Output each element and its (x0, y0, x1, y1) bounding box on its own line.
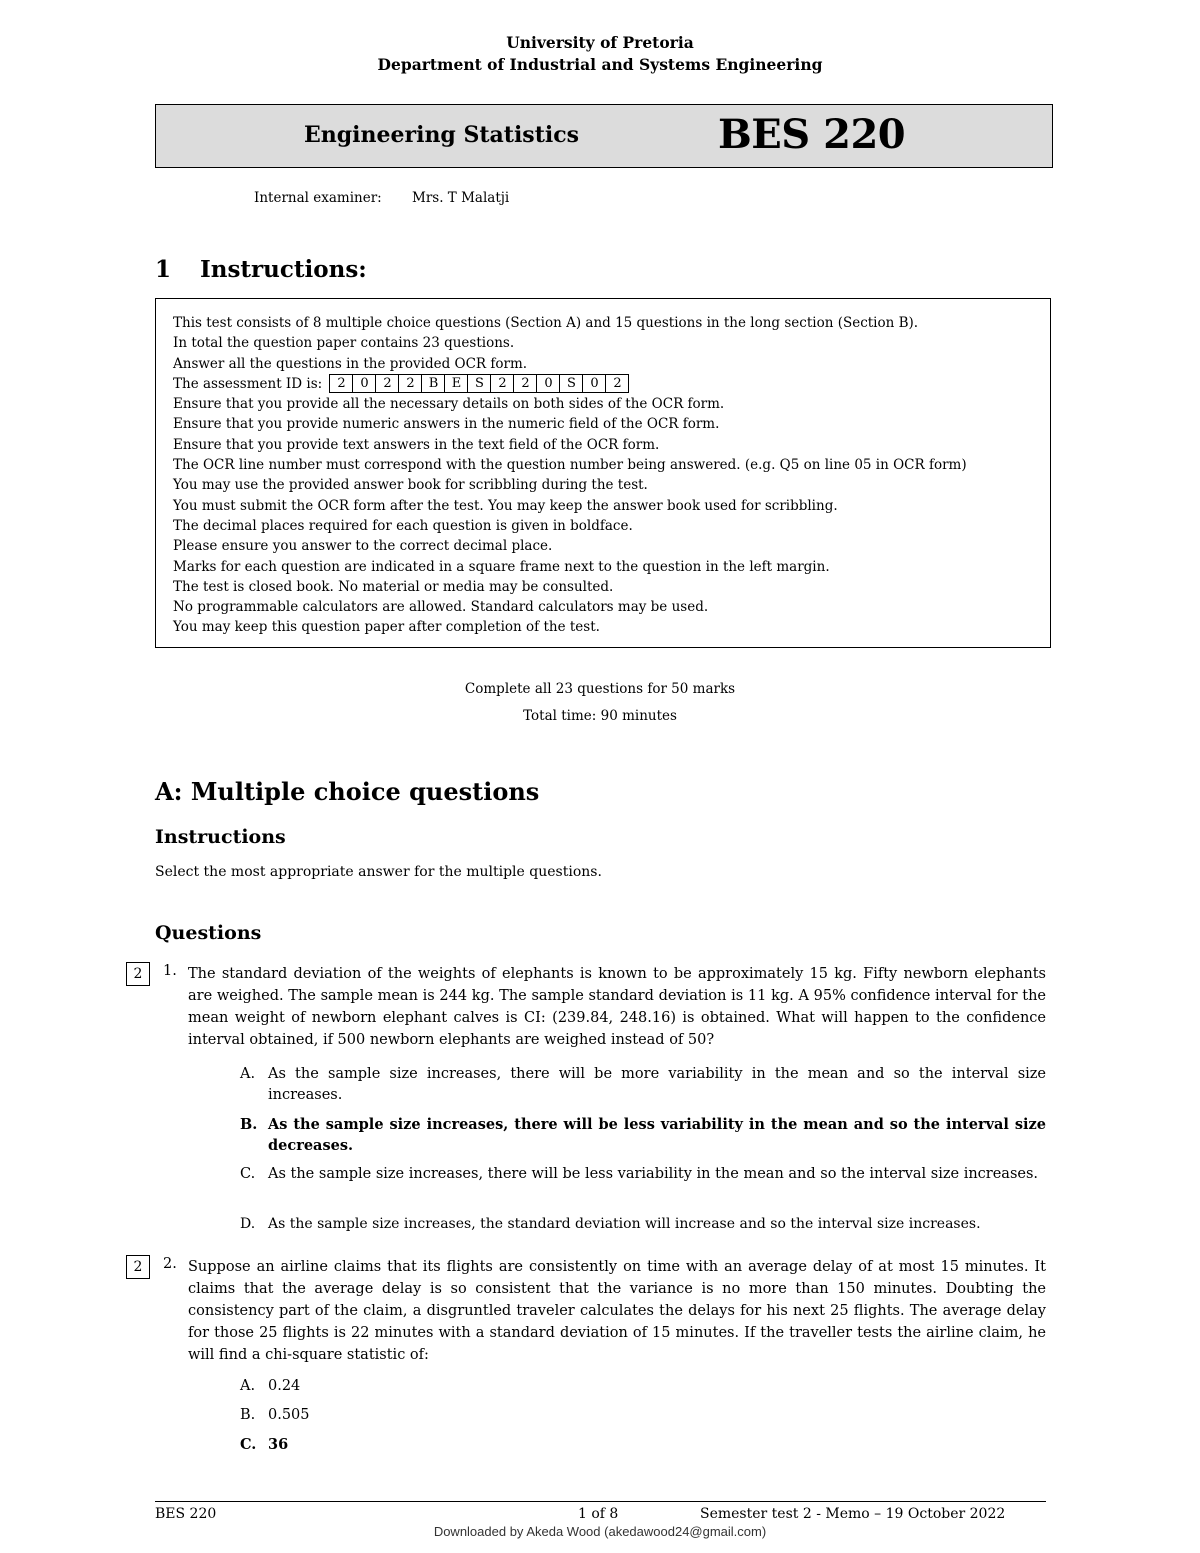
instructions-text: Select the most appropriate answer for the multiple questions. (155, 864, 602, 880)
university-name: University of Pretoria (506, 33, 694, 52)
assessment-id-cell: E (444, 374, 468, 393)
instruction-line: You may keep this question paper after completion of the test. (173, 619, 600, 636)
assessment-id-cell: B (421, 374, 445, 393)
answer-option (240, 1214, 1046, 1235)
course-code: BES 220 (718, 111, 906, 158)
instructions-heading: Instructions (155, 826, 286, 848)
answer-option (240, 1164, 1046, 1185)
question-text: The standard deviation of the weights of elephants is known to be approximately 15 kg. Fifty newborn elephants are weighed. The sample mean is 244 kg. The sample standard deviation is 11 kg. A 95% confidence interval for the mean weight of newborn elephant calves is CI: (239.84, 248.16) is obtained. What will happen to the confidence interval obtained, if 500 newborn elephants are weighed instead of 50? (188, 966, 1046, 1048)
answer-option-correct (240, 1114, 1046, 1156)
assessment-id-cell: 2 (375, 374, 399, 393)
total-time-line: Total time: 90 minutes (523, 708, 677, 724)
instruction-line: You must submit the OCR form after the test. You may keep the answer book used for scribbling. (173, 497, 838, 514)
option-letter: B. (240, 1116, 258, 1133)
answer-option (240, 1376, 1046, 1397)
option-letter: B. (240, 1407, 256, 1423)
option-text: 36 (268, 1436, 289, 1453)
instruction-line: This test consists of 8 multiple choice questions (Section A) and 15 questions in the long section (Section B). (173, 315, 919, 331)
option-text: As the sample size increases, there will be less variability in the mean and so the interval size increases. (268, 1166, 1039, 1182)
section-title: Instructions: (200, 256, 367, 283)
answer-option (240, 1405, 1046, 1426)
assessment-id-cells (330, 374, 629, 393)
instruction-line: The decimal places required for each question is given in boldface. (173, 517, 633, 534)
footer-rule (155, 1501, 1046, 1502)
assessment-id-cell: 0 (352, 374, 376, 393)
section-number: 1 (155, 256, 172, 283)
question-text: Suppose an airline claims that its flights are consistently on time with an average delay of at most 15 minutes. It claims that the average delay is so consistent that the variance is no more than 150 minutes. Doubting the consistency part of the claim, a disgruntled traveler calculates the delays for his next 25 flights. The average delay for those 25 flights is 22 minutes with a standard deviation of 15 minutes. If the traveller tests the airline claim, he will find a chi-square statistic of: (188, 1259, 1046, 1363)
instruction-line: Ensure that you provide text answers in the text field of the OCR form. (173, 436, 660, 453)
complete-line: Complete all 23 questions for 50 marks (464, 681, 736, 697)
instruction-line: Please ensure you answer to the correct decimal place. (173, 538, 553, 555)
examiner-line (254, 190, 509, 206)
footer-test-info: Semester test 2 - Memo – 19 October 2022 (700, 1506, 1006, 1522)
examiner-name: Mrs. T Malatji (412, 190, 510, 206)
instruction-line: You may use the provided answer book for scribbling during the test. (173, 477, 648, 494)
instruction-line: The OCR line number must correspond with the question number being answered. (e.g. Q5 on line 05 in OCR form) (173, 457, 967, 474)
option-text: As the sample size increases, there will be more variability in the mean and so the interval size increases. (268, 1066, 1046, 1103)
assessment-id-line (173, 374, 1050, 394)
instruction-line: Ensure that you provide numeric answers in the numeric field of the OCR form. (173, 416, 720, 433)
option-letter: A. (240, 1378, 256, 1394)
download-watermark: Downloaded by Akeda Wood (akedawood24@gmail.com) (433, 1524, 767, 1539)
assessment-id-cell: 0 (536, 374, 560, 393)
assessment-id-cell: S (559, 374, 583, 393)
option-text: 0.24 (268, 1378, 301, 1394)
assessment-id-cell: 2 (513, 374, 537, 393)
course-title-box (155, 104, 1053, 168)
section-a-title: A: Multiple choice questions (155, 777, 540, 806)
option-letter: C. (240, 1166, 256, 1182)
question-marks-box: 2 (126, 1255, 150, 1279)
option-text: As the sample size increases, the standard deviation will increase and so the interval size increases. (268, 1216, 981, 1232)
department-name: Department of Industrial and Systems Engineering (377, 55, 823, 74)
assessment-id-cell: 2 (398, 374, 422, 393)
instruction-line: Marks for each question are indicated in a square frame next to the question in the left margin. (173, 558, 830, 575)
option-letter: D. (240, 1216, 256, 1232)
option-letter: C. (240, 1436, 257, 1453)
assessment-id-cell: 2 (605, 374, 629, 393)
examiner-label: Internal examiner: (254, 190, 382, 206)
assessment-id-cell: 2 (490, 374, 514, 393)
completion-info (0, 676, 1200, 730)
instruction-line: No programmable calculators are allowed. Standard calculators may be used. (173, 599, 709, 616)
assessment-id-cell: 0 (582, 374, 606, 393)
university-header (0, 32, 1200, 76)
assessment-id-cell: S (467, 374, 491, 393)
answer-option (240, 1064, 1046, 1106)
question-marks-box: 2 (126, 962, 150, 986)
assessment-id-cell: 2 (329, 374, 353, 393)
instruction-line: In total the question paper contains 23 questions. (173, 335, 515, 352)
footer-course-code: BES 220 (155, 1506, 217, 1522)
assessment-id-label: The assessment ID is: (173, 375, 323, 392)
questions-heading: Questions (155, 922, 262, 944)
instruction-line: Ensure that you provide all the necessary details on both sides of the OCR form. (173, 396, 725, 413)
course-name: Engineering Statistics (304, 122, 579, 148)
footer-page-number: 1 of 8 (578, 1506, 619, 1522)
question-number: 1. (163, 963, 177, 979)
section-1-heading (155, 256, 367, 283)
option-text: As the sample size increases, there will be less variability in the mean and so the interval size decreases. (268, 1116, 1046, 1154)
instructions-box (155, 298, 1051, 648)
option-text: 0.505 (268, 1407, 310, 1423)
option-letter: A. (240, 1066, 256, 1082)
question-number: 2. (163, 1256, 177, 1272)
instruction-line: The test is closed book. No material or media may be consulted. (173, 578, 614, 595)
answer-option-correct (240, 1434, 1046, 1455)
instruction-line: Answer all the questions in the provided OCR form. (173, 355, 528, 372)
